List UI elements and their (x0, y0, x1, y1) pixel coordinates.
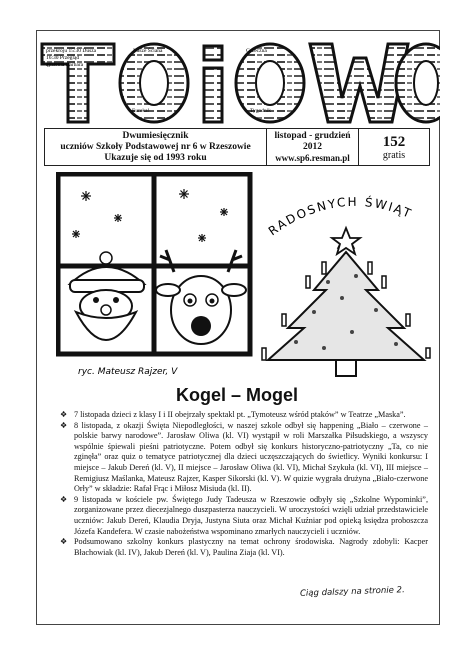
publisher-name: uczniów Szkoły Podstawowej nr 6 w Rzeszowie (60, 141, 251, 152)
continued-note: Ciąg dalszy na stronie 2. (299, 585, 405, 599)
svg-text:Grzeczna: Grzeczna (246, 48, 267, 54)
christmas-tree-drawing (262, 228, 430, 376)
issue-period: listopad - grudzień (274, 130, 351, 141)
drawing (56, 172, 436, 384)
publisher-cell (45, 129, 267, 165)
news-item: ❖ 8 listopada, z okazji Święta Niepodległości, w naszej szkole odbył się happening „Biało – czerwone – polskie barwy narodowe”. Jarosław Oliwa (kl. VI) wystąpił w roli Marszałka Piłsudskiego, a wszyscy wspólnie śpiewali pieśni patriotyczne. Potem odbył się konkurs historyczno-patriotyczny „Ta, co nie zginęła” oraz quiz o tematyce patriotycznej dla dzieci uczęszczających do świetlicy. Wyniki konkursu: I miejsce – Jakub Dereń (kl. V), II miejsce – Jarosław Oliwa (kl. VI), Michał Szykuła (kl. VI), III miejsce – Remigiusz Maślanka, Mateusz Rajzer, Kasper Sikorski (kl. V). W quizie wygrała drużyna „Biało-czerwone Orły” w składzie: Rafał Frąc i Miłosz Misiuda (kl. II). (60, 421, 428, 495)
svg-text:16:30 Przegląd: 16:30 Przegląd (46, 55, 80, 61)
svg-text:ąpalenia Barbara: ąpalenia Barbara (46, 62, 84, 68)
price-label: gratis (382, 149, 406, 161)
news-list (60, 410, 428, 558)
article-headline: Kogel – Mogel (175, 385, 298, 405)
news-item: ❖ 9 listopada w kościele pw. Świętego Judy Tadeusza w Rzeszowie odbyły się „Szkolne Wypominki”, zorganizowane przez diecezjalnego duszpasterza nauczycieli. W uroczystości wzięli udział przedstawiciele uczniów: Jakub Dereń, Klaudia Dryja, Justyna Siuta oraz Michał Kuźniar pod opieką księdza proboszcza Józefa Kandefera. W czasie nabożeństwa wspominano zmarłych nauczycieli i uczniów. (60, 495, 428, 537)
period-cell (267, 129, 359, 165)
svg-text:Eureka!: Eureka! (132, 108, 150, 114)
greeting-text (266, 194, 415, 238)
svg-text:przekroju 15:30 Dusza: przekroju 15:30 Dusza (46, 48, 97, 54)
star-icon (332, 228, 360, 254)
website-link[interactable]: www.sp6.resman.pl (275, 152, 350, 163)
svg-text:Tygodnik: Tygodnik (250, 108, 272, 114)
issue-number: 152 (382, 133, 406, 150)
artist-signature: ryc. Mateusz Rajzer, V (78, 367, 178, 377)
masthead (36, 38, 440, 128)
issue-cell (359, 129, 429, 165)
publisher-type: Dwumiesięcznik (122, 130, 189, 141)
news-item: ❖ 7 listopada dzieci z klasy I i II obejrzały spektakl pt. „Tymoteusz wśród ptaków” w Teatrze „Maska”. (60, 410, 428, 421)
greeting-path: RADOSNYCH ŚWIĄT (265, 194, 415, 239)
christmas-illustration (56, 172, 436, 384)
svg-text:Nasze Ściana: Nasze Ściana (133, 48, 163, 54)
masthead-logo (36, 38, 440, 128)
news-item: ❖ Podsumowano szkolny konkurs plastyczny na temat ochrony środowiska. Nagrody zdobyli: Kacper Błachowiak (kl. IV), Jakub Dereń (kl. V), Paulina Ziaja (kl. VI). (60, 537, 428, 558)
info-bar (44, 128, 430, 166)
publisher-since: Ukazuje się od 1993 roku (104, 152, 207, 163)
issue-year: 2012 (303, 141, 322, 152)
